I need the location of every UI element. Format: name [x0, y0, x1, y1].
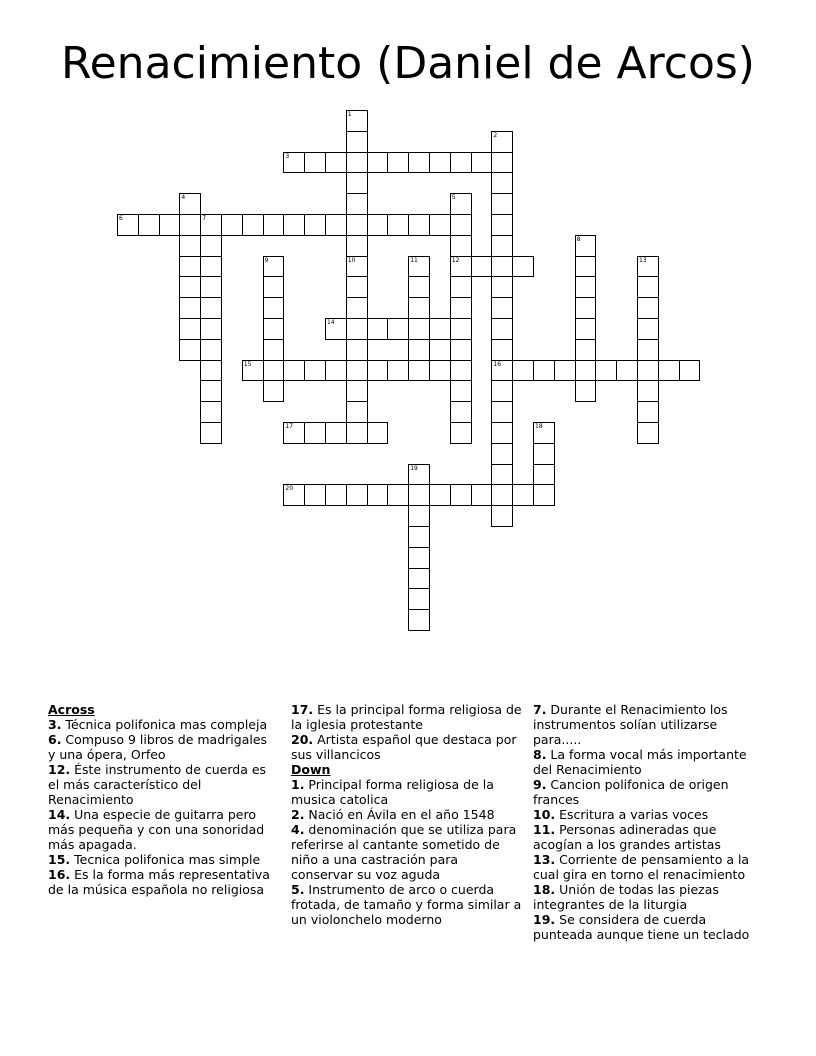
clue-number-label: 7. [533, 702, 547, 717]
grid-cell[interactable] [242, 214, 264, 236]
grid-cell[interactable] [575, 276, 597, 298]
down-clue [533, 912, 765, 942]
grid-cell[interactable] [575, 360, 597, 382]
grid-cell[interactable] [637, 276, 659, 298]
across-clue-list [48, 717, 278, 897]
grid-cell[interactable] [200, 318, 222, 340]
down-clue [533, 702, 765, 747]
clue-number: 2 [493, 131, 498, 139]
grid-cell[interactable] [179, 297, 201, 319]
grid-cell[interactable] [637, 360, 659, 382]
grid-cell[interactable] [263, 380, 285, 402]
grid-cell[interactable] [637, 256, 659, 278]
clue-number-label: 10. [533, 807, 556, 822]
grid-cell[interactable] [346, 235, 368, 257]
grid-cell[interactable] [512, 484, 534, 506]
grid-cell[interactable] [450, 380, 472, 402]
grid-cell[interactable] [491, 464, 513, 486]
grid-cell[interactable] [408, 484, 430, 506]
clue-number-label: 6. [48, 732, 62, 747]
grid-cell[interactable] [471, 256, 493, 278]
grid-cell[interactable] [283, 214, 305, 236]
grid-cell[interactable] [263, 339, 285, 361]
clue-number: 8 [576, 235, 581, 243]
grid-cell[interactable] [346, 401, 368, 423]
clue-number: 14 [327, 319, 335, 326]
across-clue [48, 807, 278, 852]
clue-text: Éste instrumento de cuerda es el más característico del Renacimiento [48, 762, 267, 807]
clue-number: 5 [451, 194, 456, 202]
grid-cell[interactable] [450, 484, 472, 506]
grid-cell[interactable] [408, 360, 430, 382]
grid-cell[interactable] [200, 276, 222, 298]
grid-cell[interactable] [491, 401, 513, 423]
clue-text: denominación que se utiliza para referirse al cantante sometido de niño a una castración para conservar su voz aguda [291, 822, 517, 882]
clue-number-label: 9. [533, 777, 547, 792]
clue-number: 18 [535, 423, 543, 430]
grid-cell[interactable] [200, 256, 222, 278]
grid-cell[interactable] [491, 505, 513, 527]
clue-number-label: 1. [291, 777, 305, 792]
grid-cell[interactable] [179, 256, 201, 278]
clue-text: Cancion polifonica de origen frances [533, 777, 729, 807]
grid-cell[interactable] [408, 339, 430, 361]
grid-cell[interactable] [471, 484, 493, 506]
clue-text: Escritura a varias voces [555, 807, 709, 822]
clue-number-label: 11. [533, 822, 556, 837]
grid-cell[interactable] [367, 214, 389, 236]
across-clue [48, 717, 278, 732]
grid-cell[interactable] [408, 318, 430, 340]
grid-cell[interactable] [367, 152, 389, 174]
grid-cell[interactable] [283, 422, 305, 444]
grid-cell[interactable] [575, 339, 597, 361]
clue-text: Unión de todas las piezas integrantes de la liturgia [533, 882, 719, 912]
grid-cell[interactable] [408, 214, 430, 236]
grid-cell[interactable] [263, 276, 285, 298]
grid-cell[interactable] [491, 152, 513, 174]
grid-cell[interactable] [575, 297, 597, 319]
grid-cell[interactable] [179, 276, 201, 298]
grid-cell[interactable] [200, 380, 222, 402]
grid-cell[interactable] [200, 214, 222, 236]
grid-cell[interactable] [367, 318, 389, 340]
grid-cell[interactable] [450, 276, 472, 298]
down-clue-list [291, 777, 523, 927]
clues-column-3 [533, 702, 765, 942]
grid-cell[interactable] [200, 339, 222, 361]
clue-number: 12 [451, 256, 460, 264]
down-clue [291, 777, 523, 807]
grid-cell[interactable] [263, 297, 285, 319]
grid-cell[interactable] [450, 193, 472, 215]
grid-cell[interactable] [200, 360, 222, 382]
clues-column-2 [291, 702, 523, 927]
grid-cell[interactable] [533, 422, 555, 444]
grid-cell[interactable] [346, 297, 368, 319]
clue-text: Corriente de pensamiento a la cual gira en torno el renacimiento [533, 852, 750, 882]
clue-number-label: 12. [48, 762, 71, 777]
clue-number-label: 18. [533, 882, 556, 897]
clue-number: 7 [202, 215, 207, 222]
page-title: Renacimiento (Daniel de Arcos) [61, 38, 755, 89]
down-clue [533, 822, 765, 852]
grid-cell[interactable] [491, 172, 513, 194]
grid-cell[interactable] [658, 360, 680, 382]
grid-cell[interactable] [408, 297, 430, 319]
grid-cell[interactable] [450, 339, 472, 361]
grid-cell[interactable] [346, 214, 368, 236]
clue-number: 9 [264, 256, 269, 264]
grid-cell[interactable] [512, 256, 534, 278]
grid-cell[interactable] [575, 318, 597, 340]
across-clue [291, 702, 523, 732]
clue-text: Durante el Renacimiento los instrumentos solían utilizarse para..... [533, 702, 728, 747]
grid-cell[interactable] [533, 443, 555, 465]
down-clue [533, 882, 765, 912]
clue-number-label: 4. [291, 822, 305, 837]
grid-cell[interactable] [159, 214, 181, 236]
grid-cell[interactable] [450, 401, 472, 423]
grid-cell[interactable] [408, 568, 430, 590]
grid-cell[interactable] [450, 235, 472, 257]
grid-cell[interactable] [325, 484, 347, 506]
clue-number-label: 14. [48, 807, 71, 822]
down-clue [533, 852, 765, 882]
clue-number: 19 [410, 464, 418, 472]
grid-cell[interactable] [575, 256, 597, 278]
grid-cell[interactable] [346, 318, 368, 340]
grid-cell[interactable] [346, 380, 368, 402]
grid-cell[interactable] [533, 484, 555, 506]
grid-cell[interactable] [325, 152, 347, 174]
grid-cell[interactable] [408, 547, 430, 569]
grid-cell[interactable] [450, 152, 472, 174]
grid-cell[interactable] [367, 360, 389, 382]
down-clue [291, 882, 523, 927]
down-clue [533, 777, 765, 807]
grid-cell[interactable] [367, 484, 389, 506]
grid-cell[interactable] [387, 484, 409, 506]
grid-cell[interactable] [637, 339, 659, 361]
clue-number: 17 [285, 423, 294, 430]
clue-number-label: 2. [291, 807, 305, 822]
grid-cell[interactable] [367, 422, 389, 444]
clue-text: Una especie de guitarra pero más pequeña y con una sonoridad más apagada. [48, 807, 265, 852]
clue-text: Personas adineradas que acogían a los grandes artistas [533, 822, 721, 852]
clue-text: Tecnica polifonica mas simple [70, 852, 261, 867]
grid-cell[interactable] [616, 360, 638, 382]
clue-number-label: 20. [291, 732, 314, 747]
grid-cell[interactable] [200, 422, 222, 444]
across-clue [291, 732, 523, 762]
grid-cell[interactable] [408, 609, 430, 631]
grid-cell[interactable] [450, 297, 472, 319]
clue-number: 11 [410, 256, 418, 264]
grid-cell[interactable] [304, 422, 326, 444]
grid-cell[interactable] [221, 214, 243, 236]
grid-cell[interactable] [408, 526, 430, 548]
grid-cell[interactable] [512, 360, 534, 382]
clue-number: 13 [639, 256, 647, 264]
grid-cell[interactable] [408, 464, 430, 486]
grid-cell[interactable] [533, 464, 555, 486]
grid-cell[interactable] [200, 297, 222, 319]
across-clue [48, 852, 278, 867]
grid-cell[interactable] [637, 380, 659, 402]
clue-number: 3 [285, 152, 290, 160]
grid-cell[interactable] [325, 214, 347, 236]
across-clue [48, 762, 278, 807]
grid-cell[interactable] [491, 422, 513, 444]
grid-cell[interactable] [595, 360, 617, 382]
grid-cell[interactable] [408, 588, 430, 610]
grid-cell[interactable] [179, 235, 201, 257]
grid-cell[interactable] [429, 484, 451, 506]
grid-cell[interactable] [304, 360, 326, 382]
clue-number: 6 [119, 215, 123, 222]
down-clue [291, 822, 523, 882]
grid-cell[interactable] [387, 152, 409, 174]
grid-cell[interactable] [200, 235, 222, 257]
clue-number: 20 [285, 485, 294, 493]
grid-cell[interactable] [304, 152, 326, 174]
grid-cell[interactable] [491, 297, 513, 319]
clue-text: Instrumento de arco o cuerda frotada, de tamaño y forma similar a un violonchelo moderno [291, 882, 522, 927]
grid-cell[interactable] [304, 214, 326, 236]
grid-cell[interactable] [575, 235, 597, 257]
clue-number: 4 [181, 194, 186, 202]
clue-number-label: 17. [291, 702, 314, 717]
grid-cell[interactable] [491, 131, 513, 153]
grid-cell[interactable] [450, 256, 472, 278]
down-clue [533, 747, 765, 777]
grid-cell[interactable] [491, 276, 513, 298]
grid-cell[interactable] [491, 193, 513, 215]
grid-cell[interactable] [429, 318, 451, 340]
across-heading: Across [48, 702, 95, 717]
clue-number-label: 16. [48, 867, 71, 882]
grid-cell[interactable] [346, 152, 368, 174]
grid-cell[interactable] [491, 318, 513, 340]
across-clue [48, 867, 278, 897]
grid-cell[interactable] [117, 214, 139, 236]
grid-cell[interactable] [637, 401, 659, 423]
grid-cell[interactable] [471, 152, 493, 174]
grid-cell[interactable] [346, 276, 368, 298]
grid-cell[interactable] [346, 256, 368, 278]
grid-cell[interactable] [637, 422, 659, 444]
grid-cell[interactable] [346, 484, 368, 506]
grid-cell[interactable] [450, 422, 472, 444]
grid-cell[interactable] [387, 214, 409, 236]
grid-cell[interactable] [179, 339, 201, 361]
grid-cell[interactable] [138, 214, 160, 236]
clue-number: 16 [493, 360, 502, 368]
clue-number-label: 5. [291, 882, 305, 897]
grid-cell[interactable] [179, 214, 201, 236]
grid-cell[interactable] [491, 360, 513, 382]
clue-text: Compuso 9 libros de madrigales y una ópera, Orfeo [48, 732, 268, 762]
grid-cell[interactable] [408, 152, 430, 174]
grid-cell[interactable] [429, 360, 451, 382]
grid-cell[interactable] [491, 443, 513, 465]
down-heading: Down [291, 762, 331, 777]
grid-cell[interactable] [346, 110, 368, 132]
down-clue [291, 807, 523, 822]
clue-number-label: 15. [48, 852, 71, 867]
grid-cell[interactable] [304, 484, 326, 506]
clue-text: Es la forma más representativa de la música española no religiosa [48, 867, 270, 897]
grid-cell[interactable] [263, 318, 285, 340]
grid-cell[interactable] [179, 193, 201, 215]
grid-cell[interactable] [491, 339, 513, 361]
grid-cell[interactable] [679, 360, 701, 382]
grid-cell[interactable] [637, 297, 659, 319]
grid-cell[interactable] [637, 318, 659, 340]
grid-cell[interactable] [491, 214, 513, 236]
grid-cell[interactable] [325, 360, 347, 382]
grid-cell[interactable] [179, 318, 201, 340]
clue-text: Técnica polifonica mas compleja [61, 717, 268, 732]
grid-cell[interactable] [429, 152, 451, 174]
grid-cell[interactable] [346, 360, 368, 382]
grid-cell[interactable] [283, 484, 305, 506]
clue-number: 15 [243, 360, 252, 368]
grid-cell[interactable] [491, 484, 513, 506]
grid-cell[interactable] [263, 214, 285, 236]
grid-cell[interactable] [325, 422, 347, 444]
clue-number: 1 [347, 111, 352, 118]
grid-cell[interactable] [450, 360, 472, 382]
grid-cell[interactable] [283, 360, 305, 382]
grid-cell[interactable] [200, 401, 222, 423]
grid-cell[interactable] [325, 318, 347, 340]
grid-cell[interactable] [450, 318, 472, 340]
across-clue [48, 732, 278, 762]
grid-cell[interactable] [346, 422, 368, 444]
clues-column-1 [48, 702, 278, 897]
grid-cell[interactable] [263, 256, 285, 278]
clue-number-label: 13. [533, 852, 556, 867]
clue-text: Artista español que destaca por sus villancicos [291, 732, 517, 762]
grid-cell[interactable] [491, 235, 513, 257]
grid-cell[interactable] [408, 276, 430, 298]
grid-cell[interactable] [242, 360, 264, 382]
grid-cell[interactable] [575, 380, 597, 402]
clue-text: Se considera de cuerda punteada aunque tiene un teclado [533, 912, 750, 942]
across-clue-list-continued [291, 702, 523, 762]
grid-cell[interactable] [408, 505, 430, 527]
clue-number: 10 [347, 256, 356, 264]
grid-cell[interactable] [346, 193, 368, 215]
grid-cell[interactable] [346, 172, 368, 194]
grid-cell[interactable] [408, 256, 430, 278]
grid-cell[interactable] [554, 360, 576, 382]
clue-number-label: 3. [48, 717, 62, 732]
grid-cell[interactable] [283, 152, 305, 174]
grid-cell[interactable] [263, 360, 285, 382]
clue-text: Nació en Ávila en el año 1548 [304, 807, 495, 822]
clue-text: Principal forma religiosa de la musica catolica [291, 777, 494, 807]
grid-cell[interactable] [491, 256, 513, 278]
clue-number-label: 8. [533, 747, 547, 762]
clue-text: Es la principal forma religiosa de la iglesia protestante [291, 702, 522, 732]
grid-cell[interactable] [450, 214, 472, 236]
clue-text: La forma vocal más importante del Renacimiento [533, 747, 747, 777]
grid-cell[interactable] [533, 360, 555, 382]
grid-cell[interactable] [346, 131, 368, 153]
grid-cell[interactable] [491, 380, 513, 402]
down-clue [533, 807, 765, 822]
grid-cell[interactable] [429, 214, 451, 236]
grid-cell[interactable] [387, 318, 409, 340]
clue-number-label: 19. [533, 912, 556, 927]
grid-cell[interactable] [346, 339, 368, 361]
grid-cell[interactable] [387, 360, 409, 382]
down-clue-list-continued [533, 702, 765, 942]
